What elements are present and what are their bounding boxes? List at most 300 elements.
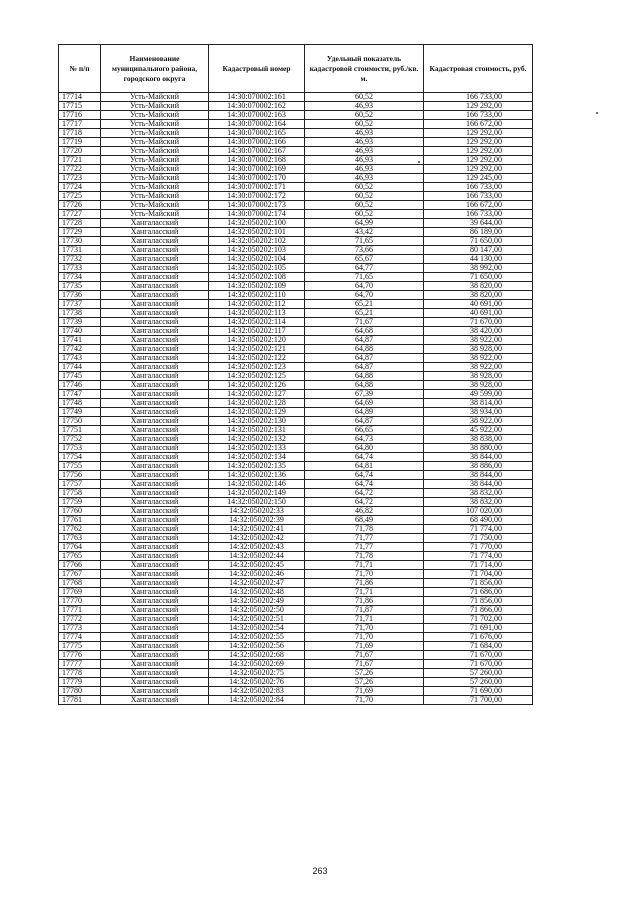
cadastral-value-cell: 38 820,00 xyxy=(424,282,533,291)
municipality-cell: Хангаласский xyxy=(101,246,209,255)
table-row xyxy=(59,120,533,129)
table-row xyxy=(59,426,533,435)
cadastral-number-cell: 14:32:050202:42 xyxy=(209,534,305,543)
cadastral-number-cell: 14:32:050202:121 xyxy=(209,345,305,354)
cadastral-value-cell: 166 733,00 xyxy=(424,93,533,102)
cadastral-number-cell: 14:32:050202:51 xyxy=(209,615,305,624)
row-num: 17714 xyxy=(59,93,101,102)
municipality-cell: Усть-Майский xyxy=(101,174,209,183)
row-num: 17725 xyxy=(59,192,101,201)
table-row xyxy=(59,156,533,165)
cadastral-number-cell: 14:32:050202:110 xyxy=(209,291,305,300)
table-row xyxy=(59,165,533,174)
specific-indicator-cell: 46,93 xyxy=(305,138,424,147)
cadastral-value-cell: 57 260,00 xyxy=(424,669,533,678)
table-row xyxy=(59,480,533,489)
cadastral-number-cell: 14:30:070002:168 xyxy=(209,156,305,165)
row-num: 17773 xyxy=(59,624,101,633)
row-num: 17777 xyxy=(59,660,101,669)
cadastral-value-cell: 71 650,00 xyxy=(424,237,533,246)
table-row xyxy=(59,237,533,246)
header-cadastral-number: Кадастровый номер xyxy=(209,45,305,93)
cadastral-value-cell: 38 922,00 xyxy=(424,417,533,426)
table-row xyxy=(59,381,533,390)
municipality-cell: Хангаласский xyxy=(101,687,209,696)
row-num: 17770 xyxy=(59,597,101,606)
table-row xyxy=(59,552,533,561)
municipality-cell: Усть-Майский xyxy=(101,93,209,102)
cadastral-number-cell: 14:30:070002:161 xyxy=(209,93,305,102)
cadastral-number-cell: 14:32:050202:101 xyxy=(209,228,305,237)
cadastral-number-cell: 14:32:050202:39 xyxy=(209,516,305,525)
cadastral-value-cell: 68 490,00 xyxy=(424,516,533,525)
cadastral-value-cell: 71 714,00 xyxy=(424,561,533,570)
row-num: 17734 xyxy=(59,273,101,282)
cadastral-number-cell: 14:30:070002:169 xyxy=(209,165,305,174)
specific-indicator-cell: 64,72 xyxy=(305,489,424,498)
specific-indicator-cell: 46,93 xyxy=(305,174,424,183)
table-row xyxy=(59,318,533,327)
cadastral-value-cell: 39 644,00 xyxy=(424,219,533,228)
municipality-cell: Усть-Майский xyxy=(101,129,209,138)
municipality-cell: Хангаласский xyxy=(101,678,209,687)
specific-indicator-cell: 46,93 xyxy=(305,102,424,111)
row-num: 17720 xyxy=(59,147,101,156)
table-row xyxy=(59,399,533,408)
table-row xyxy=(59,102,533,111)
municipality-cell: Хангаласский xyxy=(101,453,209,462)
specific-indicator-cell: 64,87 xyxy=(305,363,424,372)
cadastral-number-cell: 14:32:050202:113 xyxy=(209,309,305,318)
specific-indicator-cell: 60,52 xyxy=(305,201,424,210)
specific-indicator-cell: 65,21 xyxy=(305,309,424,318)
specific-indicator-cell: 71,69 xyxy=(305,687,424,696)
specific-indicator-cell: 73,66 xyxy=(305,246,424,255)
row-num: 17753 xyxy=(59,444,101,453)
cadastral-value-cell: 71 702,00 xyxy=(424,615,533,624)
row-num: 17738 xyxy=(59,309,101,318)
table-row xyxy=(59,192,533,201)
row-num: 17739 xyxy=(59,318,101,327)
row-num: 17763 xyxy=(59,534,101,543)
municipality-cell: Хангаласский xyxy=(101,507,209,516)
specific-indicator-cell: 46,93 xyxy=(305,156,424,165)
specific-indicator-cell: 66,65 xyxy=(305,426,424,435)
row-num: 17749 xyxy=(59,408,101,417)
specific-indicator-cell: 65,67 xyxy=(305,255,424,264)
row-num: 17771 xyxy=(59,606,101,615)
specific-indicator-cell: 64,68 xyxy=(305,327,424,336)
cadastral-number-cell: 14:32:050202:122 xyxy=(209,354,305,363)
cadastral-number-cell: 14:30:070002:164 xyxy=(209,120,305,129)
specific-indicator-cell: 60,52 xyxy=(305,192,424,201)
specific-indicator-cell: 65,21 xyxy=(305,300,424,309)
municipality-cell: Хангаласский xyxy=(101,633,209,642)
municipality-cell: Хангаласский xyxy=(101,651,209,660)
cadastral-value-cell: 40 691,00 xyxy=(424,309,533,318)
row-num: 17751 xyxy=(59,426,101,435)
table-row xyxy=(59,678,533,687)
row-num: 17728 xyxy=(59,219,101,228)
specific-indicator-cell: 60,52 xyxy=(305,183,424,192)
cadastral-value-cell: 71 700,00 xyxy=(424,696,533,705)
specific-indicator-cell: 60,52 xyxy=(305,111,424,120)
specific-indicator-cell: 68,49 xyxy=(305,516,424,525)
table-row xyxy=(59,606,533,615)
row-num: 17721 xyxy=(59,156,101,165)
cadastral-number-cell: 14:32:050202:54 xyxy=(209,624,305,633)
header-cadastral-value: Кадастровая стоимость, руб. xyxy=(424,45,533,93)
cadastral-value-cell: 38 922,00 xyxy=(424,363,533,372)
header-num: № п/п xyxy=(59,45,101,93)
cadastral-value-cell: 71 750,00 xyxy=(424,534,533,543)
specific-indicator-cell: 67,39 xyxy=(305,390,424,399)
municipality-cell: Усть-Майский xyxy=(101,138,209,147)
cadastral-number-cell: 14:30:070002:165 xyxy=(209,129,305,138)
cadastral-value-cell: 80 147,00 xyxy=(424,246,533,255)
municipality-cell: Усть-Майский xyxy=(101,156,209,165)
row-num: 17740 xyxy=(59,327,101,336)
cadastral-value-cell: 71 650,00 xyxy=(424,273,533,282)
specific-indicator-cell: 64,70 xyxy=(305,282,424,291)
table-row xyxy=(59,291,533,300)
table-row xyxy=(59,300,533,309)
row-num: 17737 xyxy=(59,300,101,309)
cadastral-number-cell: 14:30:070002:162 xyxy=(209,102,305,111)
specific-indicator-cell: 64,77 xyxy=(305,264,424,273)
municipality-cell: Хангаласский xyxy=(101,624,209,633)
row-num: 17744 xyxy=(59,363,101,372)
specific-indicator-cell: 60,52 xyxy=(305,210,424,219)
municipality-cell: Хангаласский xyxy=(101,669,209,678)
row-num: 17730 xyxy=(59,237,101,246)
specific-indicator-cell: 71,69 xyxy=(305,642,424,651)
cadastral-number-cell: 14:32:050202:56 xyxy=(209,642,305,651)
row-num: 17724 xyxy=(59,183,101,192)
cadastral-value-cell: 38 814,00 xyxy=(424,399,533,408)
municipality-cell: Хангаласский xyxy=(101,579,209,588)
specific-indicator-cell: 64,88 xyxy=(305,372,424,381)
row-num: 17747 xyxy=(59,390,101,399)
table-row xyxy=(59,327,533,336)
municipality-cell: Хангаласский xyxy=(101,444,209,453)
row-num: 17755 xyxy=(59,462,101,471)
specific-indicator-cell: 60,52 xyxy=(305,93,424,102)
cadastral-number-cell: 14:32:050202:128 xyxy=(209,399,305,408)
specific-indicator-cell: 46,82 xyxy=(305,507,424,516)
row-num: 17729 xyxy=(59,228,101,237)
cadastral-value-cell: 71 774,00 xyxy=(424,552,533,561)
row-num: 17774 xyxy=(59,633,101,642)
specific-indicator-cell: 71,78 xyxy=(305,552,424,561)
municipality-cell: Хангаласский xyxy=(101,390,209,399)
cadastral-number-cell: 14:32:050202:55 xyxy=(209,633,305,642)
row-num: 17778 xyxy=(59,669,101,678)
cadastral-number-cell: 14:30:070002:167 xyxy=(209,147,305,156)
municipality-cell: Хангаласский xyxy=(101,381,209,390)
table-row xyxy=(59,561,533,570)
cadastral-number-cell: 14:32:050202:108 xyxy=(209,273,305,282)
table-row xyxy=(59,228,533,237)
table-row xyxy=(59,408,533,417)
municipality-cell: Хангаласский xyxy=(101,534,209,543)
row-num: 17716 xyxy=(59,111,101,120)
cadastral-value-cell: 38 880,00 xyxy=(424,444,533,453)
specific-indicator-cell: 71,87 xyxy=(305,606,424,615)
row-num: 17772 xyxy=(59,615,101,624)
row-num: 17752 xyxy=(59,435,101,444)
row-num: 17742 xyxy=(59,345,101,354)
municipality-cell: Хангаласский xyxy=(101,561,209,570)
cadastral-number-cell: 14:32:050202:41 xyxy=(209,525,305,534)
municipality-cell: Хангаласский xyxy=(101,345,209,354)
row-num: 17743 xyxy=(59,354,101,363)
cadastral-value-cell: 38 886,00 xyxy=(424,462,533,471)
cadastral-value-cell: 129 292,00 xyxy=(424,138,533,147)
row-num: 17733 xyxy=(59,264,101,273)
table-row xyxy=(59,615,533,624)
cadastral-number-cell: 14:32:050202:69 xyxy=(209,660,305,669)
table-row xyxy=(59,138,533,147)
table-row xyxy=(59,498,533,507)
row-num: 17780 xyxy=(59,687,101,696)
cadastral-value-cell: 44 130,00 xyxy=(424,255,533,264)
cadastral-number-cell: 14:32:050202:132 xyxy=(209,435,305,444)
cadastral-number-cell: 14:32:050202:134 xyxy=(209,453,305,462)
specific-indicator-cell: 64,88 xyxy=(305,345,424,354)
cadastral-number-cell: 14:30:070002:172 xyxy=(209,192,305,201)
table-row xyxy=(59,525,533,534)
row-num: 17769 xyxy=(59,588,101,597)
cadastral-number-cell: 14:32:050202:46 xyxy=(209,570,305,579)
cadastral-value-cell: 40 691,00 xyxy=(424,300,533,309)
specific-indicator-cell: 71,71 xyxy=(305,615,424,624)
municipality-cell: Хангаласский xyxy=(101,255,209,264)
municipality-cell: Хангаласский xyxy=(101,282,209,291)
municipality-cell: Усть-Майский xyxy=(101,120,209,129)
cadastral-value-cell: 129 292,00 xyxy=(424,156,533,165)
cadastral-value-cell: 38 844,00 xyxy=(424,453,533,462)
cadastral-value-cell: 71 691,00 xyxy=(424,624,533,633)
municipality-cell: Хангаласский xyxy=(101,228,209,237)
municipality-cell: Хангаласский xyxy=(101,363,209,372)
specific-indicator-cell: 71,70 xyxy=(305,624,424,633)
cadastral-number-cell: 14:32:050202:136 xyxy=(209,471,305,480)
specific-indicator-cell: 64,69 xyxy=(305,399,424,408)
table-row xyxy=(59,444,533,453)
cadastral-number-cell: 14:32:050202:43 xyxy=(209,543,305,552)
cadastral-number-cell: 14:32:050202:104 xyxy=(209,255,305,264)
row-num: 17736 xyxy=(59,291,101,300)
municipality-cell: Хангаласский xyxy=(101,525,209,534)
cadastral-value-cell: 71 670,00 xyxy=(424,660,533,669)
table-row xyxy=(59,93,533,102)
cadastral-number-cell: 14:32:050202:131 xyxy=(209,426,305,435)
municipality-cell: Хангаласский xyxy=(101,264,209,273)
cadastral-value-cell: 71 704,00 xyxy=(424,570,533,579)
municipality-cell: Усть-Майский xyxy=(101,102,209,111)
cadastral-value-cell: 38 928,00 xyxy=(424,372,533,381)
municipality-cell: Хангаласский xyxy=(101,597,209,606)
specific-indicator-cell: 64,74 xyxy=(305,471,424,480)
municipality-cell: Хангаласский xyxy=(101,237,209,246)
row-num: 17750 xyxy=(59,417,101,426)
table-row xyxy=(59,147,533,156)
cadastral-value-cell: 129 292,00 xyxy=(424,165,533,174)
cadastral-value-cell: 71 686,00 xyxy=(424,588,533,597)
cadastral-number-cell: 14:32:050202:125 xyxy=(209,372,305,381)
cadastral-value-cell: 38 934,00 xyxy=(424,408,533,417)
municipality-cell: Хангаласский xyxy=(101,435,209,444)
specific-indicator-cell: 71,70 xyxy=(305,570,424,579)
municipality-cell: Усть-Майский xyxy=(101,183,209,192)
cadastral-value-cell: 38 832,00 xyxy=(424,489,533,498)
cadastral-number-cell: 14:32:050202:149 xyxy=(209,489,305,498)
table-row xyxy=(59,579,533,588)
cadastral-value-cell: 38 844,00 xyxy=(424,471,533,480)
cadastral-value-cell: 38 928,00 xyxy=(424,345,533,354)
municipality-cell: Хангаласский xyxy=(101,516,209,525)
table-row xyxy=(59,489,533,498)
specific-indicator-cell: 71,86 xyxy=(305,579,424,588)
municipality-cell: Хангаласский xyxy=(101,399,209,408)
row-num: 17758 xyxy=(59,489,101,498)
municipality-cell: Хангаласский xyxy=(101,552,209,561)
cadastral-number-cell: 14:32:050202:48 xyxy=(209,588,305,597)
specific-indicator-cell: 71,77 xyxy=(305,534,424,543)
row-num: 17722 xyxy=(59,165,101,174)
scan-speck xyxy=(596,112,598,114)
specific-indicator-cell: 64,73 xyxy=(305,435,424,444)
municipality-cell: Хангаласский xyxy=(101,291,209,300)
row-num: 17723 xyxy=(59,174,101,183)
table-row xyxy=(59,687,533,696)
table-row xyxy=(59,201,533,210)
table-row xyxy=(59,282,533,291)
specific-indicator-cell: 46,93 xyxy=(305,147,424,156)
row-num: 17748 xyxy=(59,399,101,408)
municipality-cell: Хангаласский xyxy=(101,273,209,282)
specific-indicator-cell: 71,71 xyxy=(305,561,424,570)
cadastral-number-cell: 14:32:050202:129 xyxy=(209,408,305,417)
table-row xyxy=(59,363,533,372)
municipality-cell: Хангаласский xyxy=(101,462,209,471)
row-num: 17754 xyxy=(59,453,101,462)
municipality-cell: Хангаласский xyxy=(101,327,209,336)
municipality-cell: Хангаласский xyxy=(101,660,209,669)
cadastral-value-cell: 166 733,00 xyxy=(424,210,533,219)
row-num: 17727 xyxy=(59,210,101,219)
table-row xyxy=(59,624,533,633)
row-num: 17781 xyxy=(59,696,101,705)
row-num: 17726 xyxy=(59,201,101,210)
municipality-cell: Хангаласский xyxy=(101,426,209,435)
specific-indicator-cell: 71,65 xyxy=(305,273,424,282)
row-num: 17746 xyxy=(59,381,101,390)
row-num: 17745 xyxy=(59,372,101,381)
cadastral-number-cell: 14:32:050202:114 xyxy=(209,318,305,327)
cadastral-number-cell: 14:32:050202:126 xyxy=(209,381,305,390)
cadastral-value-cell: 129 245,00 xyxy=(424,174,533,183)
cadastral-number-cell: 14:32:050202:75 xyxy=(209,669,305,678)
municipality-cell: Хангаласский xyxy=(101,606,209,615)
cadastral-number-cell: 14:32:050202:68 xyxy=(209,651,305,660)
specific-indicator-cell: 64,81 xyxy=(305,462,424,471)
specific-indicator-cell: 71,67 xyxy=(305,651,424,660)
table-row xyxy=(59,516,533,525)
row-num: 17731 xyxy=(59,246,101,255)
row-num: 17732 xyxy=(59,255,101,264)
specific-indicator-cell: 57,26 xyxy=(305,669,424,678)
cadastral-number-cell: 14:32:050202:49 xyxy=(209,597,305,606)
cadastral-number-cell: 14:32:050202:135 xyxy=(209,462,305,471)
cadastral-value-cell: 71 856,00 xyxy=(424,579,533,588)
row-num: 17715 xyxy=(59,102,101,111)
row-num: 17717 xyxy=(59,120,101,129)
specific-indicator-cell: 64,87 xyxy=(305,354,424,363)
cadastral-number-cell: 14:30:070002:174 xyxy=(209,210,305,219)
municipality-cell: Хангаласский xyxy=(101,336,209,345)
cadastral-number-cell: 14:32:050202:105 xyxy=(209,264,305,273)
table-row xyxy=(59,219,533,228)
municipality-cell: Хангаласский xyxy=(101,300,209,309)
row-num: 17765 xyxy=(59,552,101,561)
municipality-cell: Усть-Майский xyxy=(101,192,209,201)
specific-indicator-cell: 71,78 xyxy=(305,525,424,534)
municipality-cell: Усть-Майский xyxy=(101,210,209,219)
municipality-cell: Хангаласский xyxy=(101,408,209,417)
cadastral-value-cell: 71 690,00 xyxy=(424,687,533,696)
table-header-row xyxy=(59,45,533,93)
specific-indicator-cell: 64,70 xyxy=(305,291,424,300)
municipality-cell: Усть-Майский xyxy=(101,201,209,210)
cadastral-value-cell: 38 922,00 xyxy=(424,354,533,363)
cadastral-value-cell: 38 420,00 xyxy=(424,327,533,336)
cadastral-value-cell: 166 672,00 xyxy=(424,120,533,129)
cadastral-value-cell: 45 922,00 xyxy=(424,426,533,435)
cadastral-number-cell: 14:32:050202:47 xyxy=(209,579,305,588)
municipality-cell: Хангаласский xyxy=(101,372,209,381)
cadastral-value-cell: 166 672,00 xyxy=(424,201,533,210)
specific-indicator-cell: 43,42 xyxy=(305,228,424,237)
cadastral-number-cell: 14:32:050202:100 xyxy=(209,219,305,228)
specific-indicator-cell: 60,52 xyxy=(305,120,424,129)
cadastral-value-cell: 71 676,00 xyxy=(424,633,533,642)
row-num: 17735 xyxy=(59,282,101,291)
cadastral-value-cell: 166 733,00 xyxy=(424,111,533,120)
table-row xyxy=(59,651,533,660)
row-num: 17756 xyxy=(59,471,101,480)
specific-indicator-cell: 64,99 xyxy=(305,219,424,228)
specific-indicator-cell: 71,86 xyxy=(305,597,424,606)
row-num: 17741 xyxy=(59,336,101,345)
cadastral-number-cell: 14:32:050202:50 xyxy=(209,606,305,615)
municipality-cell: Усть-Майский xyxy=(101,165,209,174)
table-row xyxy=(59,255,533,264)
cadastral-value-cell: 71 670,00 xyxy=(424,318,533,327)
specific-indicator-cell: 64,74 xyxy=(305,480,424,489)
cadastral-number-cell: 14:32:050202:103 xyxy=(209,246,305,255)
table-row xyxy=(59,309,533,318)
scan-speck xyxy=(418,161,420,163)
table-row xyxy=(59,696,533,705)
cadastral-number-cell: 14:32:050202:120 xyxy=(209,336,305,345)
table-row xyxy=(59,570,533,579)
table-row xyxy=(59,246,533,255)
cadastral-number-cell: 14:30:070002:163 xyxy=(209,111,305,120)
row-num: 17779 xyxy=(59,678,101,687)
cadastral-value-cell: 38 928,00 xyxy=(424,381,533,390)
